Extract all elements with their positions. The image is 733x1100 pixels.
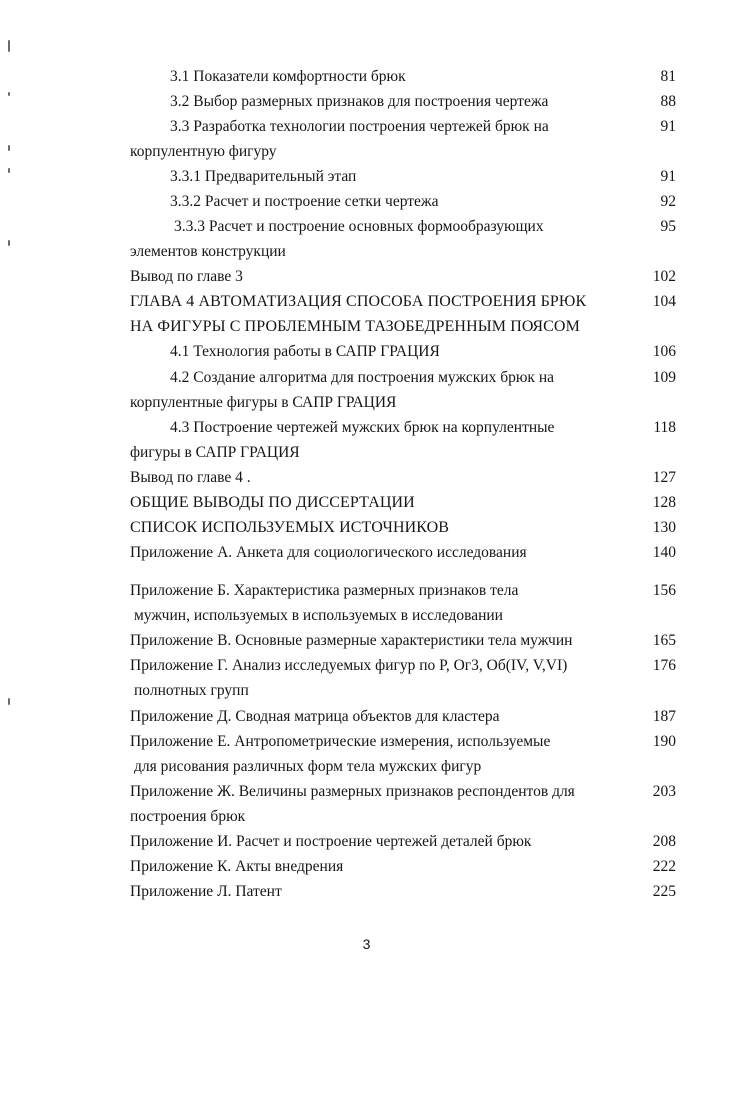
toc-entry-title-continued: построения брюк [130,808,246,825]
toc-entry-page: 156 [652,582,676,599]
toc-entry-page: 102 [652,268,676,285]
toc-entry-title: Приложение А. Анкета для социологического исследования [130,544,527,561]
toc-entry-page: 92 [660,193,676,210]
toc-entry-page: 203 [652,783,676,800]
toc-entry-title: Вывод по главе 3 [130,268,243,285]
toc-entry-page: 127 [652,469,676,486]
toc-entry-page: 128 [652,494,676,511]
toc-entry-title: 3.3.2 Расчет и построение сетки чертежа [170,193,439,210]
toc-entry-title: 4.1 Технология работы в САПР ГРАЦИЯ [170,343,440,360]
toc-entry-title-continued: мужчин, используемых в используемых в исследовании [134,607,503,624]
toc-entry-page: 190 [652,733,676,750]
scan-speck [8,40,10,52]
toc-entry-page: 176 [652,657,676,674]
toc-entry-title: 3.3.3 Расчет и построение основных формообразующих [174,218,544,235]
toc-entry-title-continued: НА ФИГУРЫ С ПРОБЛЕМНЫМ ТАЗОБЕДРЕННЫМ ПОЯСОМ [130,318,580,335]
scan-speck [8,240,10,246]
toc-entry-page: 91 [660,168,676,185]
toc-entry-page: 118 [653,419,676,436]
toc-entry-title: 3.3.1 Предварительный этап [170,168,357,185]
toc-entry-title: 3.2 Выбор размерных признаков для построения чертежа [170,93,549,110]
toc-entry-title-continued: корпулентную фигуру [130,143,277,160]
toc-entry-page: 187 [652,708,676,725]
toc-entry-page: 106 [652,343,676,360]
toc-entry-page: 81 [660,68,676,85]
scan-speck [8,698,10,705]
toc-entry-title: ОБЩИЕ ВЫВОДЫ ПО ДИССЕРТАЦИИ [130,494,415,511]
toc-entry-title: Приложение Б. Характеристика размерных признаков тела [130,582,519,599]
page-number: 3 [362,936,371,952]
toc-entry-title: ГЛАВА 4 АВТОМАТИЗАЦИЯ СПОСОБА ПОСТРОЕНИЯ БРЮК [130,293,587,310]
toc-entry-title: 4.3 Построение чертежей мужских брюк на корпулентные [170,419,555,436]
scan-speck [8,168,10,173]
toc-entry-title: Приложение Г. Анализ исследуемых фигур по Р, Ог3, Об(IV, V,VI) [130,657,568,674]
toc-entry-page: 95 [660,218,676,235]
toc-entry-title: 4.2 Создание алгоритма для построения мужских брюк на [170,369,555,386]
scan-speck [8,92,10,96]
toc-entry-title: Приложение Д. Сводная матрица объектов для кластера [130,708,500,725]
toc-entry-page: 208 [652,833,676,850]
toc-entry-title-continued: элементов конструкции [130,243,286,260]
toc-entry-title: Приложение Л. Патент [130,883,282,900]
toc-entry-title: Вывод по главе 4 . [130,469,251,486]
toc-entry-page: 140 [652,544,676,561]
toc-entry-title: Приложение Е. Антропометрические измерения, используемые [130,733,551,750]
toc-entry-page: 222 [652,858,676,875]
toc-entry-title-continued: для рисования различных форм тела мужских фигур [134,758,482,775]
toc-entry-page: 109 [652,369,676,386]
toc-entry-page: 165 [652,632,676,649]
toc-entry-title: Приложение И. Расчет и построение чертежей деталей брюк [130,833,532,850]
scan-speck [8,145,10,151]
toc-entry-title: 3.1 Показатели комфортности брюк [170,68,406,85]
toc-entry-title: Приложение В. Основные размерные характеристики тела мужчин [130,632,573,649]
toc-entry-title-continued: фигуры в САПР ГРАЦИЯ [130,444,300,461]
toc-entry-title-continued: полнотных групп [134,682,249,699]
toc-entry-page: 104 [652,293,676,310]
toc-entry-page: 130 [652,519,676,536]
toc-entry-page: 225 [652,883,676,900]
toc-entry-title: Приложение К. Акты внедрения [130,858,344,875]
toc-entry-title-continued: корпулентные фигуры в САПР ГРАЦИЯ [130,394,397,411]
toc-entry-page: 91 [660,118,676,135]
toc-entry-page: 88 [660,93,676,110]
toc-entry-title: СПИСОК ИСПОЛЬЗУЕМЫХ ИСТОЧНИКОВ [130,519,450,536]
toc-entry-title: Приложение Ж. Величины размерных признаков респондентов для [130,783,575,800]
toc-entry-title: 3.3 Разработка технологии построения чертежей брюк на [170,118,549,135]
